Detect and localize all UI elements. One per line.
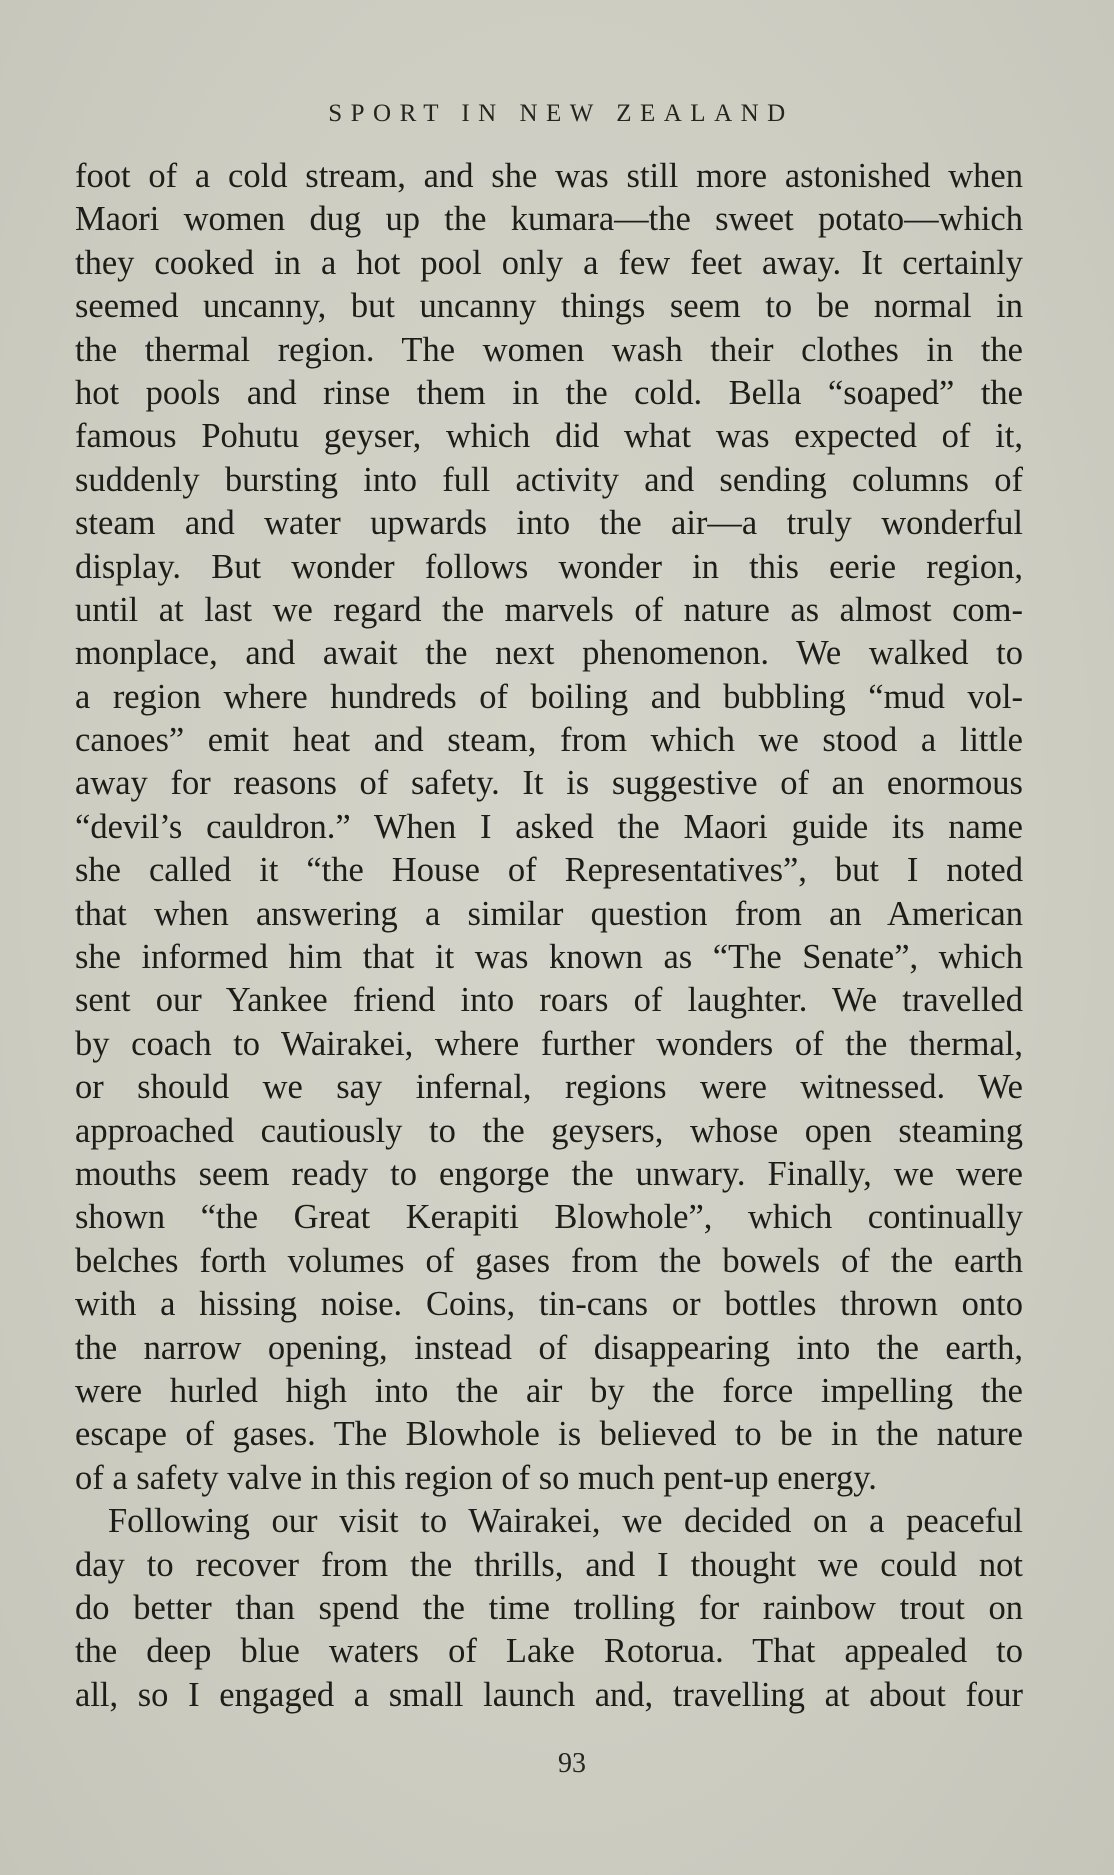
- text-line: a region where hundreds of boiling and bubbling “mud vol-: [75, 677, 1023, 716]
- text-line: of a safety valve in this region of so much pent-up energy.: [75, 1458, 877, 1497]
- text-line: shown “the Great Kerapiti Blowhole”, which continually: [75, 1198, 1023, 1237]
- text-line: Following our visit to Wairakei, we decided on a peaceful: [108, 1502, 1023, 1541]
- text-line: away for reasons of safety. It is suggestive of an enormous: [75, 764, 1023, 803]
- text-line: escape of gases. The Blowhole is believed to be in the nature: [75, 1415, 1023, 1454]
- text-line: “devil’s cauldron.” When I asked the Maori guide its name: [75, 807, 1023, 846]
- paragraph-2: [75, 1500, 1023, 1717]
- text-line: the narrow opening, instead of disappearing into the earth,: [75, 1328, 1023, 1367]
- text-line: foot of a cold stream, and she was still more astonished when: [75, 157, 1023, 195]
- text-line: all, so I engaged a small launch and, travelling at about four: [75, 1675, 1023, 1714]
- text-line: canoes” emit heat and steam, from which we stood a little: [75, 721, 1023, 760]
- text-line: she called it “the House of Representatives”, but I noted: [75, 851, 1023, 890]
- paragraph-1: [75, 155, 1023, 1500]
- text-line: she informed him that it was known as “The Senate”, which: [75, 938, 1023, 977]
- page-number: 93: [558, 1748, 586, 1779]
- text-line: the deep blue waters of Lake Rotorua. That appealed to: [75, 1632, 1023, 1671]
- body-text: [75, 155, 1023, 1717]
- text-line: the thermal region. The women wash their clothes in the: [75, 330, 1023, 369]
- text-line: Maori women dug up the kumara—the sweet potato—which: [75, 200, 1023, 239]
- text-line: by coach to Wairakei, where further wonders of the thermal,: [75, 1024, 1023, 1063]
- text-line: they cooked in a hot pool only a few feet away. It certainly: [75, 243, 1023, 282]
- text-line: approached cautiously to the geysers, whose open steaming: [75, 1111, 1023, 1150]
- text-line: until at last we regard the marvels of nature as almost com-: [75, 590, 1023, 629]
- text-line: day to recover from the thrills, and I thought we could not: [75, 1545, 1023, 1584]
- text-line: that when answering a similar question from an American: [75, 894, 1023, 933]
- running-head: SPORT IN NEW ZEALAND: [328, 100, 794, 127]
- text-line: suddenly bursting into full activity and sending columns of: [75, 460, 1023, 499]
- text-line: mouths seem ready to engorge the unwary. Finally, we were: [75, 1154, 1023, 1193]
- text-line: do better than spend the time trolling for rainbow trout on: [75, 1588, 1023, 1627]
- text-line: display. But wonder follows wonder in this eerie region,: [75, 547, 1023, 586]
- text-line: seemed uncanny, but uncanny things seem to be normal in: [75, 287, 1023, 326]
- text-line: with a hissing noise. Coins, tin-cans or bottles thrown onto: [75, 1285, 1023, 1324]
- text-line: sent our Yankee friend into roars of laughter. We travelled: [75, 981, 1023, 1020]
- text-line: belches forth volumes of gases from the bowels of the earth: [75, 1241, 1023, 1280]
- text-line: monplace, and await the next phenomenon. We walked to: [75, 634, 1023, 673]
- text-line: hot pools and rinse them in the cold. Bella “soaped” the: [75, 373, 1023, 412]
- text-line: famous Pohutu geyser, which did what was expected of it,: [75, 417, 1023, 456]
- text-line: were hurled high into the air by the force impelling the: [75, 1371, 1023, 1410]
- text-line: or should we say infernal, regions were witnessed. We: [75, 1068, 1023, 1107]
- text-line: steam and water upwards into the air—a truly wonderful: [75, 504, 1023, 543]
